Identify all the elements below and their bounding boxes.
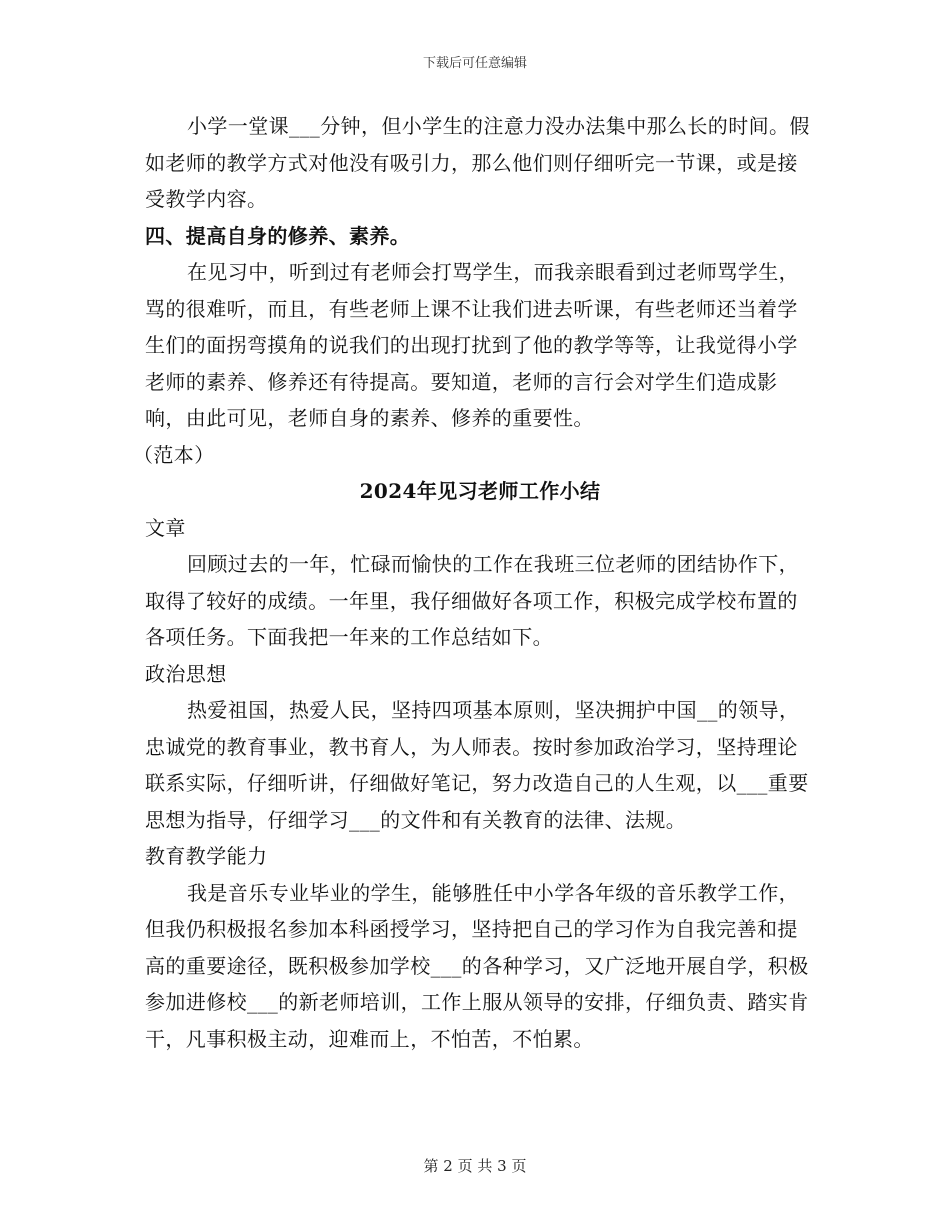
page-number: 第 2 页 共 3 页: [423, 1157, 527, 1175]
article-label: 文章: [145, 515, 186, 540]
section-title-teaching-ability: 教育教学能力: [145, 844, 268, 868]
paragraph-teaching-ability: 我是音乐专业毕业的学生，能够胜任中小学各年级的音乐教学工作，但我仍积极报名参加本科函授学习，坚持把自己的学习作为自我完善和提高的重要途径，既积极参加学校___的各种学习，又广泛地开展自学，积极参加进修校___的新老师培训，工作上服从领导的安排，仔细负责、踏实肯干，凡事积极主动，迎难而上，不怕苦，不怕累。: [145, 880, 809, 1051]
sample-note: （范本）: [133, 442, 215, 467]
paragraph-teacher-conduct: 在见习中，听到过有老师会打骂学生，而我亲眼看到过老师骂学生，骂的很难听，而且，有些老师上课不让我们进去听课，有些老师还当着学生们的面拐弯摸角的说我们的出现打扰到了他的教学等等，让我觉得小学老师的素养、修养还有待提高。要知道，老师的言行会对学生们造成影响，由此可见，老师自身的素养、修养的重要性。: [145, 260, 799, 430]
paragraph-politics: 热爱祖国，热爱人民，坚持四项基本原则，坚决拥护中国__的领导，忠诚党的教育事业，教书育人，为人师表。按时参加政治学习，坚持理论联系实际，仔细听讲，仔细做好笔记，努力改造自己的人生观，以___重要思想为指导，仔细学习___的文件和有关教育的法律、法规。: [145, 698, 809, 832]
section-title-politics: 政治思想: [145, 661, 227, 686]
section-heading-cultivation: 四、提高自身的修养、素养。: [145, 223, 411, 248]
paragraph-intro: 回顾过去的一年，忙碌而愉快的工作在我班三位老师的团结协作下，取得了较好的成绩。一年里，我仔细做好各项工作，积极完成学校布置的各项任务。下面我把一年来的工作总结如下。: [145, 552, 799, 649]
page-header: 下载后可任意编辑: [422, 56, 527, 71]
document-body: [133, 108, 815, 1057]
paragraph-attention-span: 小学一堂课___分钟，但小学生的注意力没办法集中那么长的时间。假如老师的教学方式对他没有吸引力，那么他们则仔细听完一节课，或是接受教学内容。: [145, 114, 810, 211]
document-title: 2024年见习老师工作小结: [359, 479, 601, 503]
